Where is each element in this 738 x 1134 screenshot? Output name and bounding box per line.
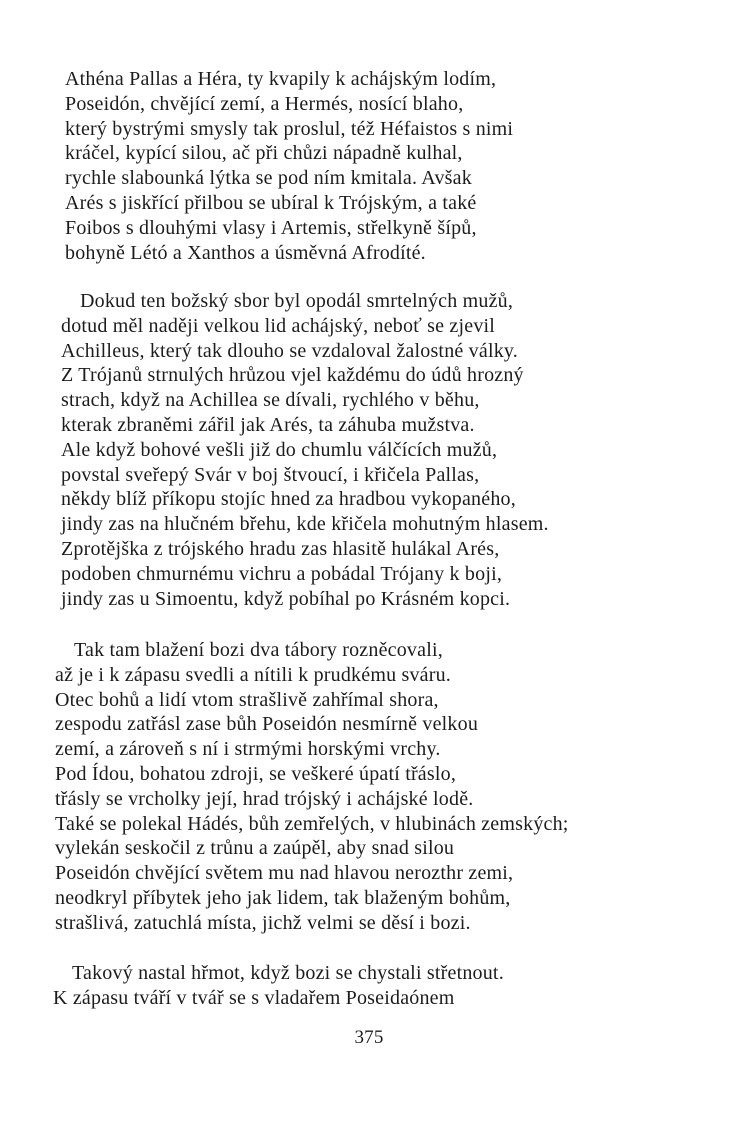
verse-line: třásly se vrcholky její, hrad trójský i achájské lodě.: [55, 787, 474, 810]
verse-line: Poseidón, chvějící zemí, a Hermés, nosící blaho,: [65, 92, 464, 115]
verse-line: povstal sveřepý Svár v boj štvoucí, i křičela Pallas,: [61, 463, 480, 486]
verse-line: Takový nastal hřmot, když bozi se chystali střetnout.: [72, 962, 504, 984]
verse-line: někdy blíž příkopu stojíc hned za hradbou vykopaného,: [61, 488, 516, 511]
stanza: [65, 67, 513, 265]
verse-line: rychle slabounká lýtka se pod ním kmitala. Avšak: [65, 167, 472, 190]
verse-line: zespodu zatřásl zase bůh Poseidón nesmírně velkou: [55, 713, 479, 736]
verse-line: Zprotějška z trójského hradu zas hlasitě hulákal Arés,: [61, 537, 500, 560]
verse-line: Otec bohů a lidí vtom strašlivě zahřímal shora,: [55, 688, 439, 711]
verse-line: Arés s jiskřící přilbou se ubíral k Trójským, a také: [65, 191, 477, 214]
stanza: [55, 638, 569, 936]
verse-line: Dokud ten božský sbor byl opodál smrtelných mužů,: [80, 290, 514, 312]
verse-line: strašlivá, zatuchlá místa, jichž velmi se děsí i bozi.: [55, 911, 471, 934]
page-number: 375: [354, 1027, 384, 1048]
verse-line: podoben chmurnému vichru a pobádal Trójany k boji,: [61, 562, 503, 585]
verse-line: Tak tam blažení bozi dva tábory rozněcovali,: [74, 639, 443, 661]
verse-line: Pod Ídou, bohatou zdroji, se veškeré úpatí třáslo,: [55, 762, 457, 785]
verse-line: K zápasu tváří v tvář se s vladařem Poseidaónem: [53, 986, 455, 1009]
verse-line: Z Trójanů strnulých hrůzou vjel každému do údů hrozný: [61, 364, 524, 387]
verse-line: kráčel, kypící silou, ač při chůzi nápadně kulhal,: [65, 142, 463, 165]
verse-line: bohyně Létó a Xanthos a úsměvná Afrodíté.: [65, 241, 426, 264]
verse-line: zemí, a zároveň s ní i strmými horskými vrchy.: [55, 738, 441, 761]
verse-line: jindy zas u Simoentu, když pobíhal po Krásném kopci.: [61, 587, 511, 610]
stanza: [61, 289, 549, 611]
verse-line: Také se polekal Hádés, bůh zemřelých, v hlubinách zemských;: [55, 812, 569, 835]
verse-line: vylekán seskočil z trůnu a zaúpěl, aby snad silou: [55, 837, 455, 860]
verse-line: neodkryl příbytek jeho jak lidem, tak blaženým bohům,: [55, 886, 511, 909]
verse-line: Athéna Pallas a Héra, ty kvapily k achájským lodím,: [65, 68, 497, 90]
verse-line: dotud měl naději velkou lid achájský, neboť se zjevil: [61, 314, 496, 337]
verse-line: kterak zbraněmi zářil jak Arés, ta záhuba mužstva.: [61, 413, 475, 436]
verse-line: Ale když bohové vešli již do chumlu válčících mužů,: [61, 438, 498, 461]
verse-line: který bystrými smysly tak proslul, též Héfaistos s nimi: [65, 117, 514, 140]
verse-line: strach, když na Achillea se dívali, rychlého v běhu,: [61, 389, 480, 412]
verse-line: Foibos s dlouhými vlasy i Artemis, střelkyně šípů,: [65, 216, 477, 239]
verse-line: až je i k zápasu svedli a nítili k prudkému sváru.: [55, 663, 452, 686]
stanza: [53, 961, 504, 1011]
verse-line: Achilleus, který tak dlouho se vzdaloval žalostné války.: [61, 339, 519, 362]
verse-line: Poseidón chvějící světem mu nad hlavou nerozthr zemi,: [55, 862, 514, 885]
verse-line: jindy zas na hlučném břehu, kde křičela mohutným hlasem.: [61, 513, 549, 536]
